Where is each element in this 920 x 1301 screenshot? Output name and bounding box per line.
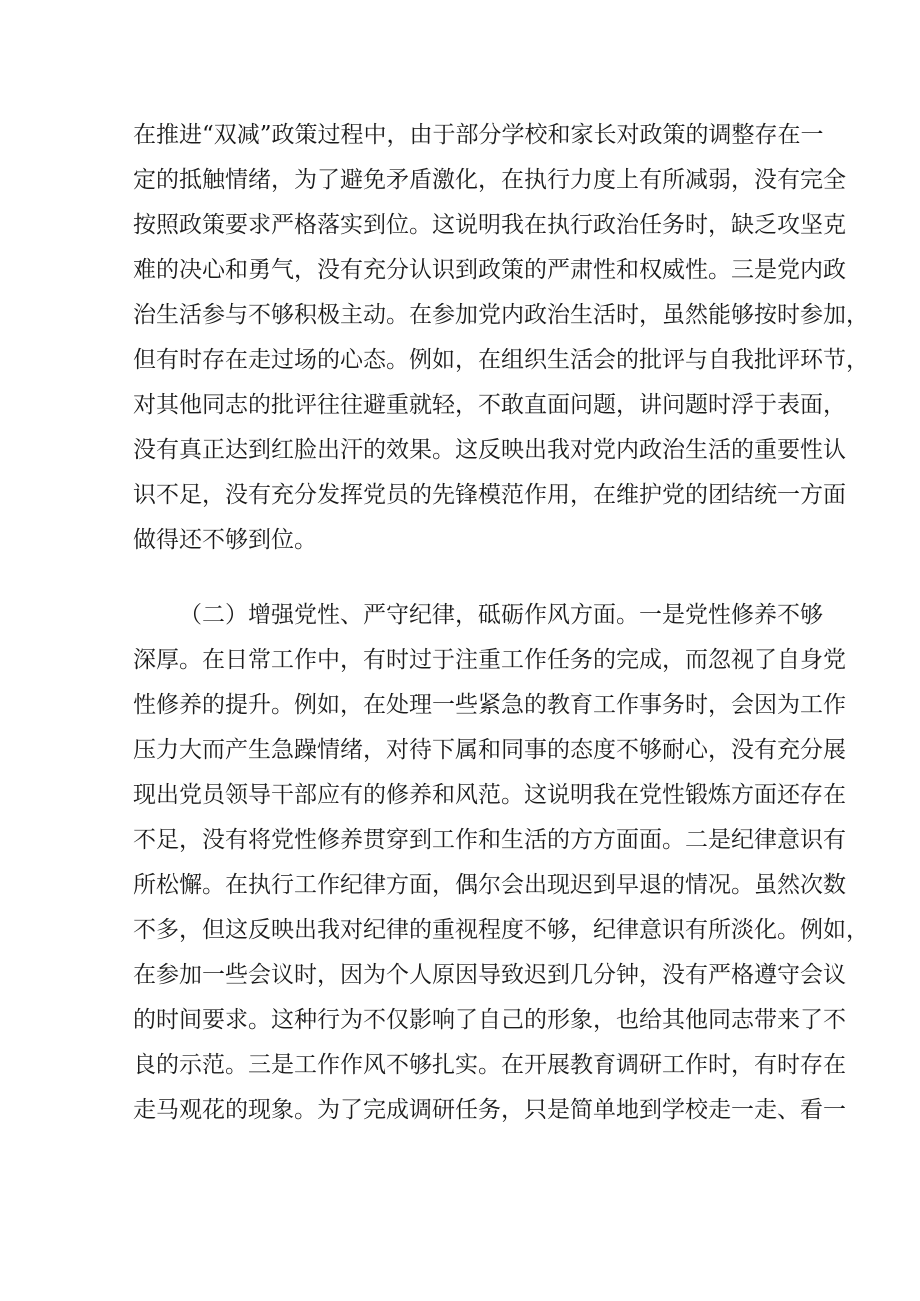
paragraph-line: 识不足，没有充分发挥党员的先锋模范作用，在维护党的团结统一方面	[133, 482, 846, 508]
paragraph-line: 不多，但这反映出我对纪律的重视程度不够，纪律意识有所淡化。例如，	[133, 917, 869, 943]
paragraph-line: 的时间要求。这种行为不仅影响了自己的形象，也给其他同志带来了不	[133, 1007, 846, 1033]
paragraph-line: 在推进“双减”政策过程中，由于部分学校和家长对政策的调整存在一	[133, 122, 824, 148]
paragraph-line: 治生活参与不够积极主动。在参加党内政治生活时，虽然能够按时参加，	[133, 302, 869, 328]
paragraph-line: 走马观花的现象。为了完成调研任务，只是简单地到学校走一走、看一	[133, 1097, 846, 1123]
paragraph-line: 但有时存在走过场的心态。例如，在组织生活会的批评与自我批评环节，	[133, 347, 869, 373]
paragraph-line: 不足，没有将党性修养贯穿到工作和生活的方方面面。二是纪律意识有	[133, 827, 846, 853]
paragraph-line: 做得还不够到位。	[133, 527, 317, 553]
paragraph-line: 现出党员领导干部应有的修养和风范。这说明我在党性锻炼方面还存在	[133, 782, 846, 808]
paragraph-line: 按照政策要求严格落实到位。这说明我在执行政治任务时，缺乏攻坚克	[133, 212, 846, 238]
paragraph-1	[133, 113, 869, 563]
paragraph-line: 定的抵触情绪，为了避免矛盾激化，在执行力度上有所减弱，没有完全	[133, 167, 846, 193]
paragraph-line: 对其他同志的批评往往避重就轻，不敢直面问题，讲问题时浮于表面，	[133, 392, 846, 418]
paragraph-line: 难的决心和勇气，没有充分认识到政策的严肃性和权威性。三是党内政	[133, 257, 846, 283]
paragraph-line: 良的示范。三是工作作风不够扎实。在开展教育调研工作时，有时存在	[133, 1052, 846, 1078]
paragraph-line: 深厚。在日常工作中，有时过于注重工作任务的完成，而忽视了自身党	[133, 647, 846, 673]
paragraph-line: 压力大而产生急躁情绪，对待下属和同事的态度不够耐心，没有充分展	[133, 737, 846, 763]
paragraph-line: （二）增强党性、严守纪律，砥砺作风方面。一是党性修养不够	[179, 602, 823, 628]
paragraph-line: 没有真正达到红脸出汗的效果。这反映出我对党内政治生活的重要性认	[133, 437, 846, 463]
paragraph-line: 所松懈。在执行工作纪律方面，偶尔会出现迟到早退的情况。虽然次数	[133, 872, 846, 898]
paragraph-2	[133, 593, 869, 1133]
paragraph-line: 在参加一些会议时，因为个人原因导致迟到几分钟，没有严格遵守会议	[133, 962, 846, 988]
paragraph-line: 性修养的提升。例如，在处理一些紧急的教育工作事务时，会因为工作	[133, 692, 846, 718]
